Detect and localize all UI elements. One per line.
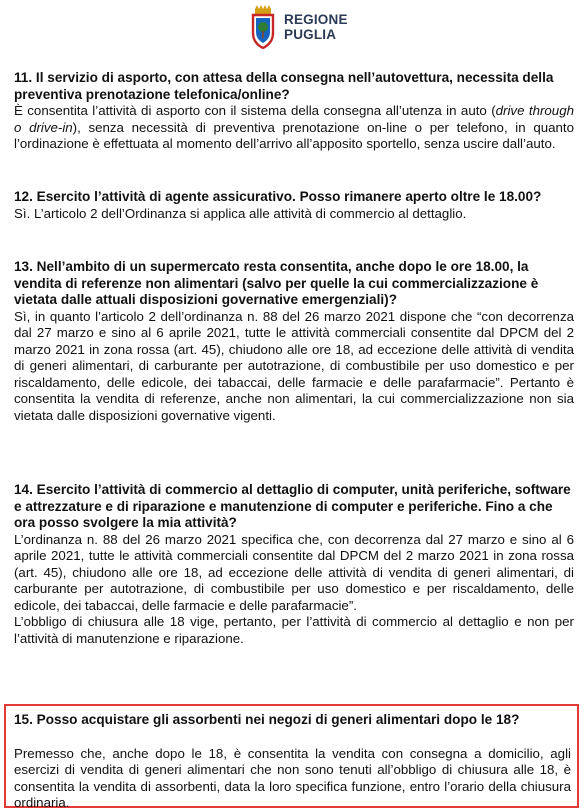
faq-item-13	[14, 259, 574, 424]
header	[250, 2, 348, 52]
answer-14: L’ordinanza n. 88 del 26 marzo 2021 specifica che, con decorrenza dal 27 marzo e sino al 6 aprile 2021, tutte le attività commerciali consentite dal DPCM del 2 marzo 2021 in zona rossa (art. 45), chiudono alle ore 18, ad eccezione delle attività di vendita di generi alimentari, di carburante per autotrazione, di combustibile per uso domestico e per riscaldamento, delle edicole, dei tabaccai, delle farmacie e delle parafarmacie”.	[14, 531, 574, 613]
question-13: 13. Nell’ambito di un supermercato resta consentita, anche dopo le ore 18.00, la vendita di referenze non alimentari (salvo per quelle la cui commercializzazione è vietata dalle attuali disposizioni governative emergenziali)?	[14, 259, 539, 307]
brand-name	[284, 12, 348, 42]
question-12: 12. Esercito l’attività di agente assicurativo. Posso rimanere aperto oltre le 18.00?	[14, 189, 542, 204]
brand-line-1: REGIONE	[284, 12, 348, 27]
question-14: 14. Esercito l’attività di commercio al dettaglio di computer, unità periferiche, software e attrezzature e di riparazione e manutenzione di computer e periferiche. Fino a che ora posso svolgere la mia attività?	[14, 482, 571, 530]
answer-11: È consentita l’attività di asporto con il sistema della consegna all’utenza in auto (drive through o drive-in), senza necessità di preventiva prenotazione on-line o per telefono, in quanto l’ordinazione è effettuata al momento dell’arrivo all’apposito sportello, senza uscire dall’auto.	[14, 103, 575, 151]
question-11: 11. Il servizio di asporto, con attesa della consegna nell’autovettura, necessita della preventiva prenotazione telefonica/online?	[14, 70, 554, 102]
faq-item-11	[14, 70, 574, 153]
answer-14-conclusion: L’obbligo di chiusura alle 18 vige, pertanto, per l’attività di commercio al dettaglio e non per l’attività di manutenzione e riparazione.	[14, 614, 574, 646]
brand-line-2: PUGLIA	[284, 27, 337, 42]
faq-item-15	[14, 712, 571, 812]
answer-15: Premesso che, anche dopo le 18, è consentita la vendita con consegna a domicilio, agli esercizi di vendita di generi alimentari che non sono tenuti all’obbligo di chiusura alle 18, è consentita la vendita di assorbenti, data la loro specifica funzione, entro l’orario della chiusura ordinaria.	[14, 745, 571, 810]
answer-13: Sì, in quanto l’articolo 2 dell’ordinanza n. 88 del 26 marzo 2021 dispone che “con decorrenza dal 27 marzo e sino al 6 aprile 2021, tutte le attività commerciali consentite dal DPCM del 2 marzo 2021 in zona rossa (art. 45), chiudono alle ore 18, ad eccezione delle attività di vendita di generi alimentari, di carburante per autotrazione, di combustibile per uso domestico e per riscaldamento, delle edicole, dei tabaccai, delle farmacie e delle parafarmacie”. Pertanto è consentita la vendita di referenze, anche non alimentari, la cui commercializzazione non sia vietata dalle disposizioni governative vigenti.	[14, 308, 574, 423]
faq-item-12	[14, 189, 574, 222]
answer-12: Sì. L’articolo 2 dell’Ordinanza si applica alle attività di commercio al dettaglio.	[14, 205, 467, 221]
question-15: 15. Posso acquistare gli assorbenti nei negozi di generi alimentari dopo le 18?	[14, 712, 520, 727]
regione-puglia-crest-icon	[250, 5, 276, 49]
faq-item-14	[14, 482, 574, 647]
